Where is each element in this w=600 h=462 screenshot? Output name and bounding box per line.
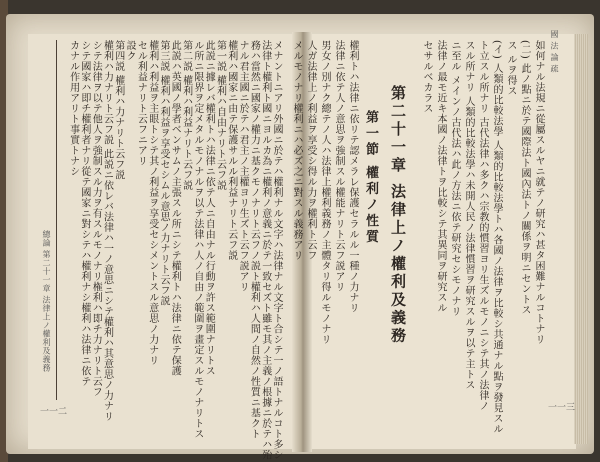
text-column: 權利トハ法律ニ依リテ認メラレ保護セラルル一種ノ力ナリ <box>347 40 358 313</box>
text-column: 男女ノ別ナク總テノ人ハ法律上權利義務ノ主體タリ得ルモノナリ <box>319 40 330 345</box>
text-column: スル所ナリ 人類的比較法學ハ未開人民ノ法律慣習ヲ研究スルヲ以テ主トス <box>463 40 474 391</box>
text-column: 此説ハ英國ノ學者ベンサムノ主張スル所ニシテ權利トハ法律ニ依テ保護 <box>169 40 181 376</box>
text-column: 權利ハ力ナリト云フ説 此説ニ依レバ法律ハ一ノ意思ニシテ權利ハ其意思ノ力ナリ <box>101 40 113 422</box>
text-column: 此説ニ據レバ權利トハ法律ニ依テ人ニ自由ナル行動ヲ許ス範圍ナリトス <box>203 40 215 376</box>
text-column: メナントニアリ外國ニ於テハ權利ナル文字ハ法律ナル文字ト合シテ一ノ語トナルコト多シ <box>271 40 282 460</box>
text-column: 第二説 權利ハ利益ナリト云フ説 <box>180 40 192 191</box>
text-column: 第四説 權利ハ力ナリト云フ説 <box>112 40 124 181</box>
text-column: 法律ノ最モ近キ本國ノ法律トヲ比較シテ其異同ヲ研究スル <box>435 40 446 313</box>
text-column: ル所ニ限界ヲ定メタルモノナルヲ以テ法律ハ人ノ自由ノ範圍ヲ畫定スルモノナリトス <box>191 40 203 439</box>
text-column: (イ) 人類的比較法學 人類的比較法學トハ各國ノ法律ヲ比較シ共通ナル點ヲ發見スル <box>491 40 502 435</box>
left-footer: 總論 第二十一章 法律上ノ權利及義務 <box>42 230 51 373</box>
text-column: 法律ト權利ト國ニヨルカ為ニ權利ノ意義ニ於テ一致セズト雖モ其ノ主義ノ根據ニ於テハ殆 <box>259 40 271 460</box>
left-page-number: 一一二 <box>40 407 68 417</box>
text-column: カナル作用アリト事實トナシ <box>67 40 79 177</box>
text-column: セサルベカラス <box>421 40 432 114</box>
footer-rule <box>56 40 57 400</box>
text-column: 人ガ法律上ノ利益ヲ享受シ得ル力ヲ權利ト云フ <box>305 40 316 261</box>
text-column: 設ク <box>124 40 136 61</box>
text-column: ト立スル所ナリ 古代法律ハ多クハ宗教的慣習ヨリ生ズルモノニシテ其ノ法律ノ <box>477 40 488 412</box>
text-column: 權利ハ利益ヲ主眼トシテ其ノ利益ヲ享受セシメントスル意思ノ力ナリ <box>146 40 158 366</box>
right-page-number: 一一三 <box>548 403 576 413</box>
running-head: 國 法 論 疏 <box>550 30 559 74</box>
text-column: シテ法律ヲ以テ他人ヲ強制スル力ヲ有スルモノナリ権利ハ即チ力ナリト云フ <box>90 40 102 397</box>
text-column: 第一説 權利ハ自由ナリト云フ説 <box>214 40 226 191</box>
chapter-heading: 第二十一章 法律上ノ權利及義務 <box>389 85 407 346</box>
page-edges <box>574 34 588 444</box>
text-column: ナル君主國ニ於テハ君主ノ主權ヨリ生ズト云フ説アリ <box>237 40 249 292</box>
text-column: 務ハ當然ニ國家ノ權力ニ基クモノナリト云フノ説ト權利ハ人間ノ自然ノ性質ニ基クト <box>248 40 260 439</box>
text-column: 第三説 權利ハ利益ヲ享受セシムル意思ノ力ナリト云フ説 <box>158 40 169 307</box>
text-column: ス ルヲ得ス <box>505 40 516 97</box>
text-column: セル利益ナリト云フニアリ <box>135 40 147 166</box>
text-column: 法律ニ依テ人ノ意思ヲ強制スル權能ナリト云フ説アリ <box>333 40 344 292</box>
section-heading: 第一節 權利ノ性質 <box>363 110 378 246</box>
text-column: 權利ハ國家ニ由テ保護サルル利益ナリト云フ説 <box>225 40 237 261</box>
text-column: シテ國家ハ即チ權利者ナリ從テ國家ニ對シテハ權利ナシ權利ハ法律ニ依テ <box>78 40 90 387</box>
text-column: ニ至ル メインノ古代法ハ此ノ方法ニ依テ研究セシモノナリ <box>449 40 460 317</box>
text-column: (二) 此ノ點ニ於テ國際法ト國內法トノ關係ヲ明ニセントス <box>519 40 530 315</box>
text-column: 如何ナル法規ニ從屬スルヤニ就テノ研究ハ甚タ困難ナルコトナリ <box>533 40 544 345</box>
text-column: メルモノナリ權利ニハ必ズ之ニ對スル義務アリ <box>291 40 302 261</box>
